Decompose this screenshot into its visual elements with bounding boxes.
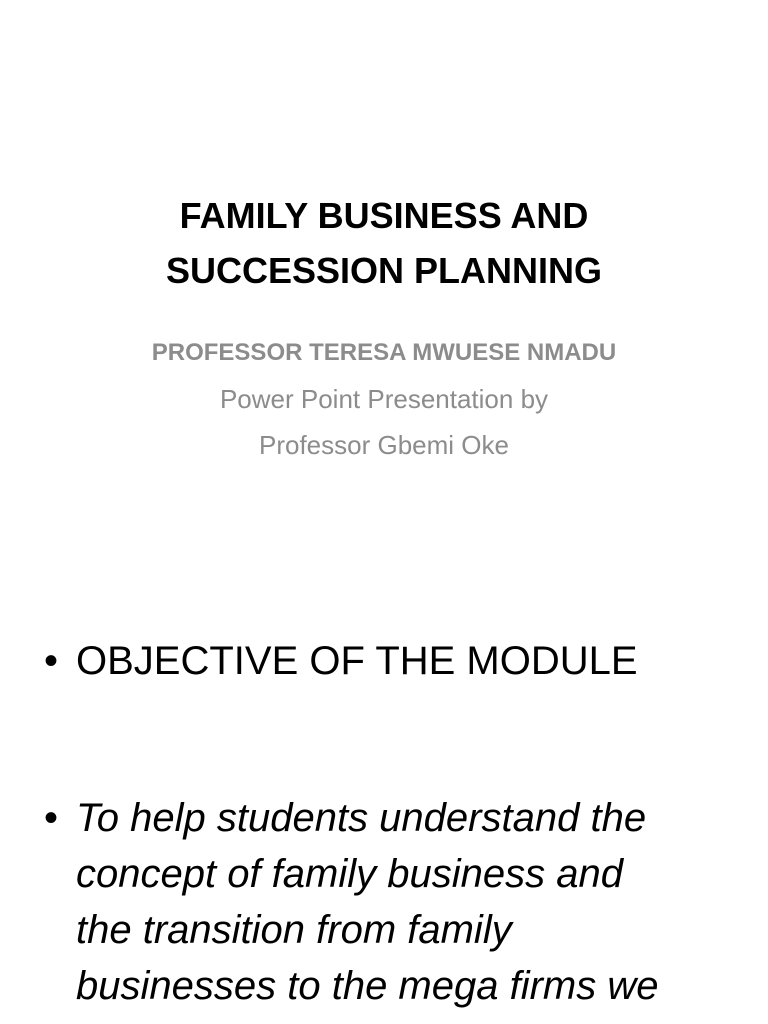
slide-title-line: SUCCESSION PLANNING [165, 250, 603, 291]
slide-title [0, 188, 768, 298]
bullet-text-line: concept of family business and [76, 852, 623, 896]
credit-line: Power Point Presentation by [219, 384, 549, 414]
bullet-item-objective [0, 630, 768, 692]
credit-line: Professor Gbemi Oke [259, 430, 509, 460]
bullet-text-line: the transition from family [76, 908, 512, 952]
slide-title-line: FAMILY BUSINESS AND [179, 195, 589, 236]
bullet-text-line: To help students understand the [76, 796, 647, 840]
bullet-text-line: businesses to the mega firms we [76, 964, 659, 1008]
author-name: PROFESSOR TERESA MWUESE NMADU [151, 339, 617, 366]
slide-subtitle [0, 330, 768, 468]
bullet-heading: OBJECTIVE OF THE MODULE [76, 639, 638, 683]
bullet-list [0, 630, 768, 1014]
bullet-item-description [0, 790, 768, 1014]
bullet-icon: • [44, 639, 59, 683]
bullet-icon: • [44, 796, 59, 840]
